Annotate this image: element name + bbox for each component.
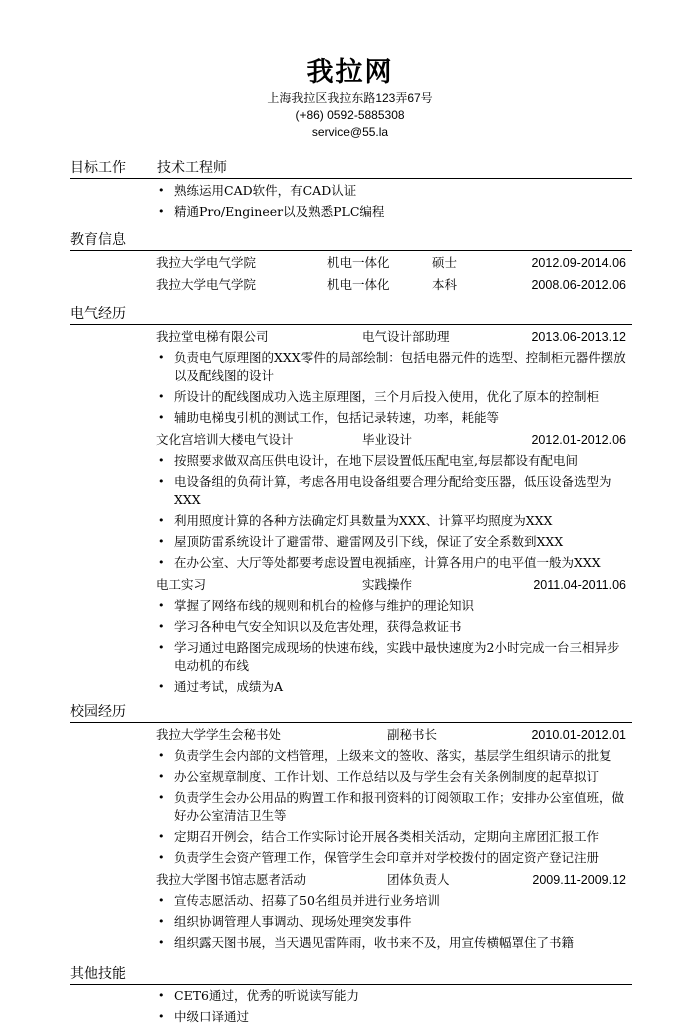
email-line: service@55.la xyxy=(311,125,389,139)
list-item: • 按照要求做双高压供电设计，在地下层设置低压配电室,每层都设有配电间 xyxy=(158,453,578,468)
bullet-dot-icon: • xyxy=(158,989,165,1002)
section-title-electric xyxy=(70,304,632,325)
list-item: • 中级口译通过 xyxy=(158,1009,250,1024)
bullet-dot-icon: • xyxy=(158,390,165,403)
skills-list xyxy=(70,986,632,1028)
organization: 我拉堂电梯有限公司 xyxy=(156,329,269,344)
role: 电气设计部助理 xyxy=(362,329,450,344)
list-item: • CET6通过，优秀的听说读写能力 xyxy=(158,988,359,1003)
bullet-dot-icon: • xyxy=(158,599,165,612)
section-heading: 教育信息 xyxy=(70,232,126,248)
bullet-dot-icon: • xyxy=(158,851,165,864)
list-item: • 宣传志愿活动、招募了50名组员并进行业务培训 xyxy=(158,893,440,908)
list-item: • 组织露天图书展，当天遇见雷阵雨，收书来不及，用宣传横幅罩住了书籍 xyxy=(158,935,575,950)
list-item: • 熟练运用CAD软件，有CAD认证 xyxy=(158,183,357,198)
list-item: • 负责学生会资产管理工作，保管学生会印章并对学校拨付的固定资产登记注册 xyxy=(158,850,600,865)
bullet-dot-icon: • xyxy=(158,770,165,783)
experience-row xyxy=(70,724,632,746)
section-heading: 目标工作 xyxy=(70,160,126,176)
bullet-dot-icon: • xyxy=(158,830,165,843)
experience-list xyxy=(70,451,632,574)
objective-list xyxy=(70,181,632,223)
bullet-dot-icon: • xyxy=(158,535,165,548)
bullet-dot-icon: • xyxy=(158,791,165,804)
education-row xyxy=(70,274,632,296)
candidate-name: 我拉网 xyxy=(306,57,394,88)
list-item: • 精通Pro/Engineer以及熟悉PLC编程 xyxy=(158,204,385,219)
list-item: • 掌握了网络布线的规则和机台的检修与维护的理论知识 xyxy=(158,598,475,613)
address-line: 上海我拉区我拉东路123弄67号 xyxy=(267,91,433,105)
organization: 我拉大学图书馆志愿者活动 xyxy=(156,872,307,887)
bullet-dot-icon: • xyxy=(158,454,165,467)
section-title-skills xyxy=(70,964,632,985)
organization: 我拉大学学生会秘书处 xyxy=(156,727,282,742)
date-range: 2009.11-2009.12 xyxy=(532,873,626,887)
section-title-objective xyxy=(70,158,632,179)
date-range: 2008.06-2012.06 xyxy=(531,278,626,292)
list-item: • 通过考试，成绩为A xyxy=(158,679,284,694)
section-campus xyxy=(70,702,632,954)
list-item: • 办公室规章制度、工作计划、工作总结以及与学生会有关条例制度的起草拟订 xyxy=(158,769,600,784)
organization: 电工实习 xyxy=(156,577,207,592)
list-item: • 电设备组的负荷计算，考虑各用电设备组要合理分配给变压器，低压设备选型为XXX xyxy=(158,474,612,507)
bullet-dot-icon: • xyxy=(158,475,165,488)
list-item: • 负责电气原理图的XXX零件的局部绘制：包括电器元件的选型、控制柜元器件摆放以及配线图的设计 xyxy=(158,350,626,383)
bullet-dot-icon: • xyxy=(158,915,165,928)
school-name: 我拉大学电气学院 xyxy=(156,277,257,292)
section-electric xyxy=(70,304,632,698)
role: 毕业设计 xyxy=(362,432,413,447)
bullet-dot-icon: • xyxy=(158,641,165,654)
section-heading: 其他技能 xyxy=(70,966,126,982)
bullet-dot-icon: • xyxy=(158,749,165,762)
school-name: 我拉大学电气学院 xyxy=(156,255,257,270)
major: 机电一体化 xyxy=(327,255,390,270)
resume-header xyxy=(0,0,700,141)
section-title-education xyxy=(70,230,632,251)
bullet-dot-icon: • xyxy=(158,1010,165,1023)
list-item: • 负责学生会办公用品的购置工作和报刊资料的订阅领取工作；安排办公室值班，做好办公室清洁卫生等 xyxy=(158,790,625,823)
experience-row xyxy=(70,326,632,348)
section-title-campus xyxy=(70,702,632,723)
bullet-dot-icon: • xyxy=(158,680,165,693)
organization: 文化宫培训大楼电气设计 xyxy=(156,432,294,447)
bullet-dot-icon: • xyxy=(158,894,165,907)
bullet-dot-icon: • xyxy=(158,556,165,569)
list-item: • 定期召开例会，结合工作实际讨论开展各类相关活动，定期向主席团汇报工作 xyxy=(158,829,600,844)
bullet-dot-icon: • xyxy=(158,514,165,527)
section-objective xyxy=(70,158,632,223)
experience-list xyxy=(70,596,632,698)
list-item: • 学习各种电气安全知识以及危害处理，获得急救证书 xyxy=(158,619,462,634)
experience-list xyxy=(70,891,632,954)
date-range: 2011.04-2011.06 xyxy=(533,578,626,592)
experience-row xyxy=(70,429,632,451)
bullet-dot-icon: • xyxy=(158,351,165,364)
bullet-dot-icon: • xyxy=(158,936,165,949)
experience-row xyxy=(70,574,632,596)
phone-line: (+86) 0592-5885308 xyxy=(295,108,405,122)
bullet-dot-icon: • xyxy=(158,620,165,633)
list-item: • 负责学生会内部的文档管理，上级来文的签收、落实，基层学生组织请示的批复 xyxy=(158,748,612,763)
date-range: 2012.01-2012.06 xyxy=(531,433,626,447)
date-range: 2013.06-2013.12 xyxy=(531,330,626,344)
list-item: • 在办公室、大厅等处都要考虑设置电视插座，计算各用户的电平值一般为XXX xyxy=(158,555,601,570)
experience-list xyxy=(70,746,632,869)
list-item: • 辅助电梯曳引机的测试工作，包括记录转速，功率，耗能等 xyxy=(158,410,500,425)
degree: 硕士 xyxy=(432,255,458,270)
list-item: • 组织协调管理人事调动、现场处理突发事件 xyxy=(158,914,412,929)
role: 副秘书长 xyxy=(387,727,438,742)
major: 机电一体化 xyxy=(327,277,390,292)
list-item: • 学习通过电路图完成现场的快速布线，实践中最快速度为2小时完成一台三相异步电动机的布线 xyxy=(158,640,620,673)
section-skills xyxy=(70,964,632,1028)
date-range: 2012.09-2014.06 xyxy=(531,256,626,270)
section-heading: 电气经历 xyxy=(70,306,126,322)
experience-row xyxy=(70,869,632,891)
list-item: • 所设计的配线图成功入选主原理图，三个月后投入使用，优化了原本的控制柜 xyxy=(158,389,600,404)
role: 实践操作 xyxy=(362,577,413,592)
list-item: • 利用照度计算的各种方法确定灯具数量为XXX、计算平均照度为XXX xyxy=(158,513,553,528)
section-education xyxy=(70,230,632,296)
experience-list xyxy=(70,348,632,429)
education-row xyxy=(70,252,632,274)
objective-value: 技术工程师 xyxy=(157,160,227,176)
bullet-dot-icon: • xyxy=(158,411,165,424)
section-heading: 校园经历 xyxy=(70,704,126,720)
bullet-dot-icon: • xyxy=(158,205,165,218)
list-item: • 屋顶防雷系统设计了避雷带、避雷网及引下线，保证了安全系数到XXX xyxy=(158,534,564,549)
role: 团体负责人 xyxy=(387,872,450,887)
date-range: 2010.01-2012.01 xyxy=(531,728,626,742)
degree: 本科 xyxy=(432,277,458,292)
bullet-dot-icon: • xyxy=(158,184,165,197)
